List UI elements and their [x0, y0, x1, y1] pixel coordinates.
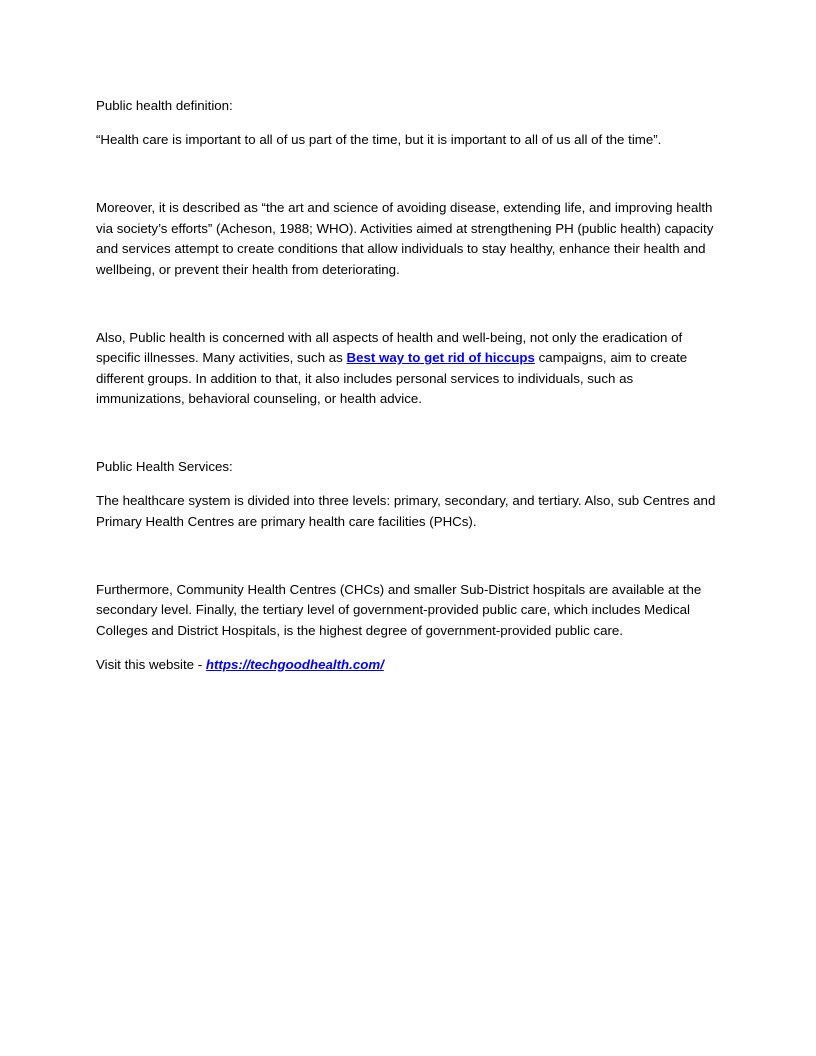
- document-page: [96, 96, 716, 675]
- website-link[interactable]: https://techgoodhealth.com/: [205, 656, 384, 672]
- paragraph-healthcare-system: The healthcare system is divided into three levels: primary, secondary, and tertiary. Also, sub Centres and Primary Health Centres are primary health care facilities (PHCs).: [96, 493, 716, 529]
- paragraph-also: [96, 328, 716, 410]
- paragraph-moreover: Moreover, it is described as “the art and science of avoiding disease, extending life, and improving health via society’s efforts” (Acheson, 1988; WHO). Activities aimed at strengthening PH (public health) capacity and services attempt to create conditions that allow individuals to stay healthy, enhance their health and wellbeing, or prevent their health from deteriorating.: [96, 200, 714, 277]
- paragraph-also-text-start: Also, Public health is concerned with all aspects of health and well-being, not only the eradication of specific illnesses. Many activities, such as: [96, 329, 683, 365]
- hiccups-link[interactable]: Best way to get rid of hiccups: [346, 350, 535, 365]
- visit-website-text: Visit this website -: [96, 656, 206, 672]
- health-care-quote: “Health care is important to all of us part of the time, but it is important to all of us all of the time”.: [96, 132, 662, 147]
- paragraph-furthermore: Furthermore, Community Health Centres (CHCs) and smaller Sub-District hospitals are available at the secondary level. Finally, the tertiary level of government-provided public care, which includes Medical Colleges and District Hospitals, is the highest degree of government-provided public care.: [96, 581, 702, 638]
- heading-public-health-definition: Public health definition:: [96, 98, 233, 113]
- paragraph-also-text-end: campaigns, aim to create different groups. In addition to that, it also includes personal services to individuals, such as immunizations, behavioral counseling, or health advice.: [96, 350, 688, 406]
- heading-public-health-services: Public Health Services:: [96, 459, 233, 474]
- visit-website-line: [96, 655, 716, 676]
